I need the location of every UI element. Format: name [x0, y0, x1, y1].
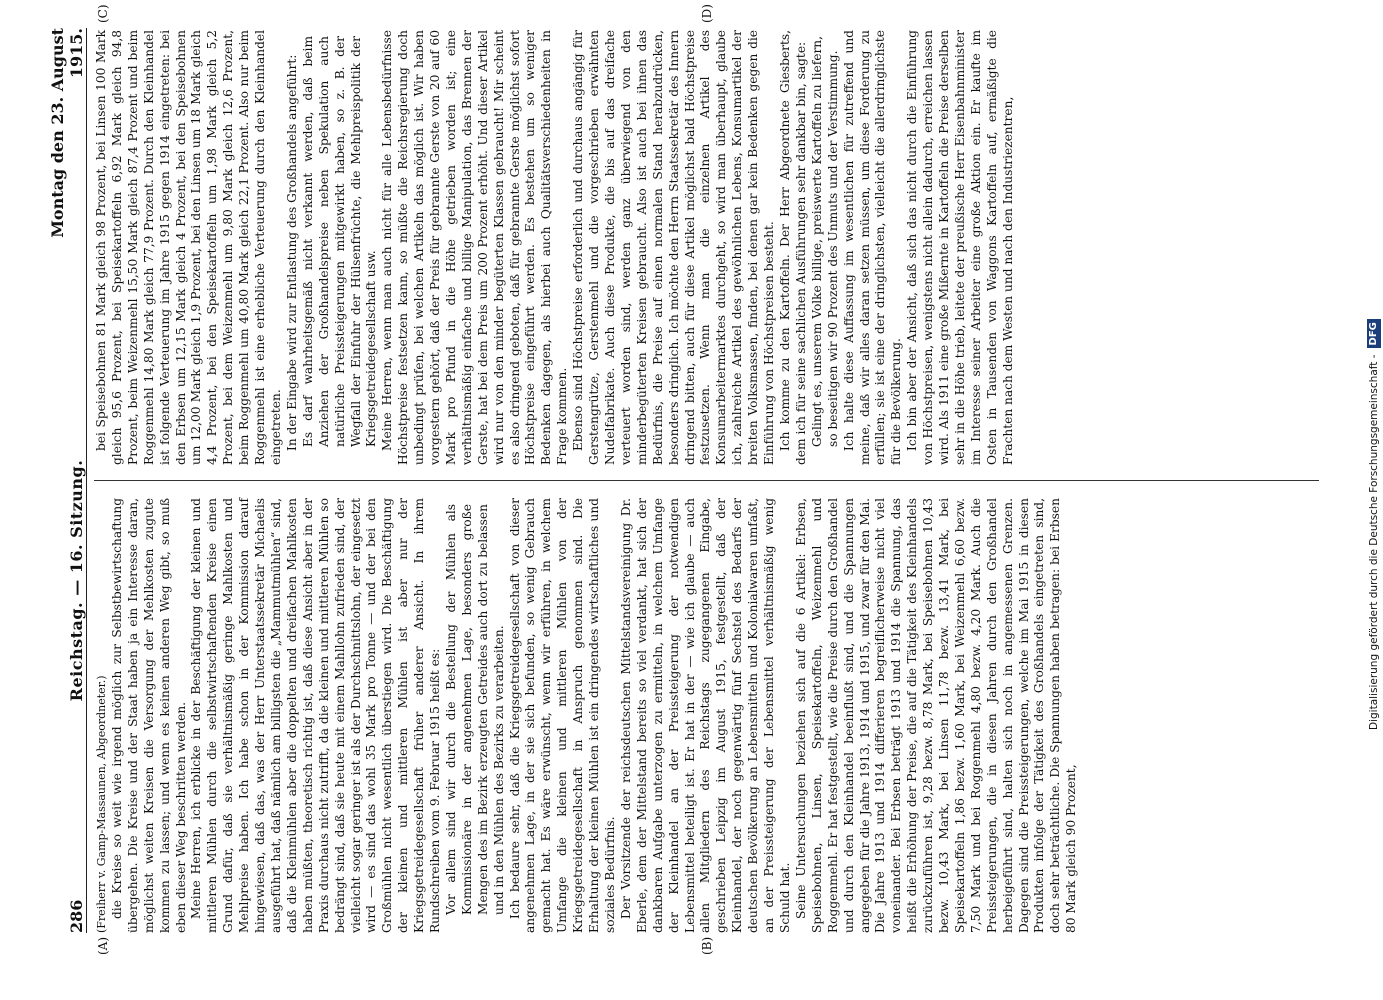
page-number: 286 — [67, 899, 86, 933]
page-content — [48, 4, 1330, 955]
column-divider — [94, 480, 1319, 481]
page-header — [48, 28, 87, 933]
rotated-page — [48, 4, 1330, 955]
right-paragraphs-c — [842, 30, 1017, 465]
left-paragraphs-b — [508, 498, 1081, 933]
right-column — [94, 30, 1017, 465]
marker-d: (D) — [700, 4, 714, 23]
paragraph: Ich halte diese Auffassung im wesentlichen für zutreffend und meine, daß wir alles daran setzen müssen, um diese Forderung zu erfüllen; sie ist eine der dringlichsten, vielleicht die allerdringlichste für die Bevölkerung. — [841, 30, 904, 465]
right-paragraphs-b — [380, 30, 809, 465]
paragraph: Der Vorsitzende der reichsdeutschen Mittelstandsvereinigung Dr. Eberle, dem der Mittelstand bereits so viel verdankt, hat sich der dankbaren Aufgabe unterzogen zu ermitteln, in welchem Umfange der Kleinhandel an der Preissteigerung der notwendigen Lebensmittel beteiligt ist. Er hat in der — wie ich glaube — auch allen Mitgliedern des Reichstags zugegangenen Eingabe, geschrieben Leipzig im August 1915, festgestellt, daß der Kleinhandel, der noch gegenwärtig fünf Sechstel des Bedarfs der deutschen Bevölkerung an Lebensmitteln und Kolonialwaren umfaßt, an der Preissteigerung der Lebensmittel verhältnismäßig wenig Schuld hat. — [618, 498, 792, 933]
digitization-credit: Digitalisierung gefördert durch die Deutsche Forschungsgemeinschaft - — [1368, 354, 1380, 730]
paragraph: Ich bin aber der Ansicht, daß sich das nicht durch die Einführung von Höchstpreisen, wenigstens nicht allein dadurch, erreichen lassen wird. Als 1911 eine große Mißernte in Kartoffeln die Preise derselben sehr in die Höhe trieb, leitete der preußische Herr Eisenbahnminister im Interesse seiner Arbeiter eine große Aktion ein. Er kaufte im Osten in Tausenden von Waggons Kartoffeln auf, ermäßigte die Frachten nach dem Westen und nach den Industriezentren, — [905, 30, 1015, 465]
digitization-sidebar — [1366, 10, 1382, 730]
paragraph: Meine Herren, wenn man auch nicht für alle Lebensbedürfnisse Höchstpreise festsetzen kann, so müßte die Reichsregierung doch unbedingt prüfen, bei welchen Artikeln das möglich ist. Wir haben vorgestern gehört, daß der Preis für gebrannte Gerste von 20 auf 60 Mark pro Pfund in die Höhe getrieben worden ist; eine verhältnismäßig einfache und billige Manipulation, das Brennen der Gerste, hat bei dem Preis um 200 Prozent erhöht. Und dieser Artikel wird nur von den minder begüterten Klassen gebraucht! Mir scheint es also dringend geboten, daß für gebrannte Gerste möglichst sofort Höchstpreise eingeführt werden. Es bestehen um so weniger Bedenken dagegen, als hierbei auch Qualitätsverschiedenheiten in Frage kommen. — [380, 30, 570, 465]
marker-a: (A) — [96, 936, 110, 955]
left-paragraphs-a — [110, 498, 444, 933]
dfg-logo: DFG — [1367, 319, 1381, 348]
header-date: Montag den 23. August 1915. — [48, 28, 86, 238]
paragraph: Ich bedaure sehr, daß die Kriegsgetreidegesellschaft von dieser angenehmen Lage, in der sie sich befunden, so wenig Gebrauch gemacht hat. Es wäre erwünscht, wenn wir erführen, in welchem Umfange die kleinen und mittleren Mühlen von der Kriegsgetreidegesellschaft in Anspruch genommen sind. Die Erhaltung der kleinen Mühlen ist ein dringendes wirtschaftliches und soziales Bedürfnis. — [507, 498, 617, 933]
speaker-note: (Freiherr v. Gamp-Massaunen, Abgeordneter.) — [95, 675, 108, 933]
paragraph: Meine Herren, ich erblicke in der Beschäftigung der kleinen und mittleren Mühlen durch die selbstwirtschaftenden Kreise einen Grund dafür, daß sie verhältnismäßig geringe Mahlkosten und Mehlpreise haben. Ich habe schon in der Kommission darauf hingewiesen, daß das, was der Herr Unterstaatssekretär Michaelis ausgeführt hat, daß nämlich am billigsten die „Mammutmühlen“ sind, daß die Kleinmühlen aber die doppelten und dreifachen Mahlkosten haben müßten, theoretisch richtig ist, daß diese Ansicht aber in der Praxis durchaus nicht zutrifft, da die kleinen und mittleren Mühlen so bedrängt sind, daß sie heute mit einem Mahllohn zufrieden sind, der vielleicht sogar geringer ist als der Durchschnittslohn, der eingesetzt wird — es sind das wohl 35 Mark pro Tonne — und der bei den Großmühlen nicht wesentlich überstiegen wird. Die Beschäftigung der kleinen und mittleren Mühlen ist aber nur der Kriegsgetreidegesellschaft früher anderer Ansicht. In ihrem Rundschreiben vom 9. Februar 1915 heißt es: — [189, 498, 443, 933]
paragraph: die Kreise so weit wie irgend möglich zur Selbstbewirtschaftung übergehen. Die Kreise und der Staat haben ja ein Interesse daran, möglichst weiten Kreisen die Versorgung der Mehlkosten zugute kommen zu lassen; und wenn es keinen anderen Weg gibt, so muß eben dieser Weg beschritten werden. — [109, 498, 188, 933]
paragraph: Ich komme zu den Kartoffeln. Der Herr Abgeordnete Giesberts, dem ich für seine sachlichen Ausführungen sehr dankbar bin, sagte: — [777, 30, 808, 465]
paragraph: Seine Untersuchungen beziehen sich auf die 6 Artikel: Erbsen, Speisebohnen, Linsen, Speisekartoffeln, Weizenmehl und Roggenmehl. Er hat festgestellt, wie die Preise durch den Großhandel und durch den Kleinhandel beeinflußt sind, und die Spannungen angegeben für die Jahre 1913, 1914 und 1915, und zwar für den Mai. Die Jahre 1913 und 1914 differieren begreiflicherweise nicht viel voneinander. Bei Erbsen beträgt 1913 und 1914 die Spannung, das heißt die Erhöhung der Preise, die auf die Tätigkeit des Kleinhandels zurückzuführen ist, 9,28 bezw. 8,78 Mark, bei Speisebohnen 10,43 bezw. 10,43 Mark, bei Linsen 11,78 bezw. 13,41 Mark, bei Speisekartoffeln 1,86 bezw. 1,60 Mark, bei Weizenmehl 6,60 bezw. 7,50 Mark und bei Roggenmehl 4,80 bezw. 4,20 Mark. Auch die Preissteigerungen, die in diesen Jahren durch den Großhandel herbeigeführt sind, halten sich noch in angemessenen Grenzen. Dagegen sind die Preissteigerungen, welche im Mai 1915 in diesen Produkten infolge der Tätigkeit des Großhandels eingetreten sind, doch sehr beträchtliche. Die Spannungen haben betragen: bei Erbsen 80 Mark gleich 90 Prozent, — [793, 498, 1079, 933]
marker-b: (B) — [700, 936, 714, 955]
right-paragraphs-a — [94, 30, 301, 465]
left-column — [94, 498, 1080, 933]
marker-c: (C) — [96, 4, 110, 23]
right-quote: Es darf wahrheitsgemäß nicht verkannt werden, daß beim Anziehen der Großhandelspreise neben Spekulation auch natürliche Preissteigerungen mitgewirkt haben, so z. B. der Wegfall der Einfuhr der Hülsenfrüchte, die Mehlpreispolitik der Kriegsgetreidegesellschaft usw. — [300, 36, 379, 447]
left-quote: Vor allem sind wir durch die Bestellung der Mühlen als Kommissionäre in der angenehmen Lage, besonders große Mengen des im Bezirk erzeugten Getreides auch dort zu belassen und in den Mühlen des Bezirks zu verarbeiten. — [443, 504, 506, 915]
header-title: Reichstag. — 16. Sitzung. — [67, 459, 86, 702]
right-quote-b: Gelingt es, unserem Volke billige, preiswerte Kartoffeln zu liefern, so beseitigen wir 90 Prozent des Unmuts und der Verstimmung. — [809, 36, 840, 447]
paragraph: bei Speisebohnen 81 Mark gleich 98 Prozent, bei Linsen 100 Mark gleich 95,6 Prozent, bei Speisekartoffeln 6,92 Mark gleich 94,8 Prozent, beim Weizenmehl 15,50 Mark gleich 87,4 Prozent und beim Roggenmehl 14,80 Mark gleich 77,9 Prozent. Durch den Kleinhandel ist folgende Verteuerung im Jahre 1915 gegen 1914 eingetreten: bei den Erbsen um 12,15 Mark gleich 4 Prozent, bei den Speisebohnen um 12,00 Mark gleich 1,9 Prozent, bei den Linsen um 18 Mark gleich 4,4 Prozent, bei den Speisekartoffeln um 1,98 Mark gleich 5,2 Prozent, bei dem Weizenmehl um 9,80 Mark gleich 12,6 Prozent, beim Roggenmehl um 40,80 Mark gleich 22,1 Prozent. Also nur beim Roggenmehl ist eine erhebliche Verteuerung durch den Kleinhandel eingetreten. — [94, 30, 283, 465]
paragraph: Ebenso sind Höchstpreise erforderlich und durchaus angängig für Gerstengrütze, Gerstenmehl und die vorgeschrieben erwähnten Nudelfabrikate. Auch diese Produkte, die bis auf das dreifache verteuert worden sind, werden ganz überwiegend von den minderbegüterten Kreisen gebraucht. Also ist auch bei ihnen das Bedürfnis, die Preise auf einen normalen Stand herabzudrücken, besonders dringlich. Ich möchte den Herrn Staatssekretär des Innern dringend bitten, auch für diese Artikel möglichst bald Höchstpreise festzusetzen. Wenn man die einzelnen Artikel des Konsumarbeitermarktes durchgeht, so wird man überhaupt, glaube ich, zahlreiche Artikel des gewöhnlichen Lebens, Konsumartikel der breiten Volksmassen, finden, bei denen gar kein Bedenken gegen die Einführung von Höchstpreisen besteht. — [571, 30, 777, 465]
paragraph: In der Eingabe wird zur Entlastung des Großhandels angeführt: — [284, 54, 299, 451]
